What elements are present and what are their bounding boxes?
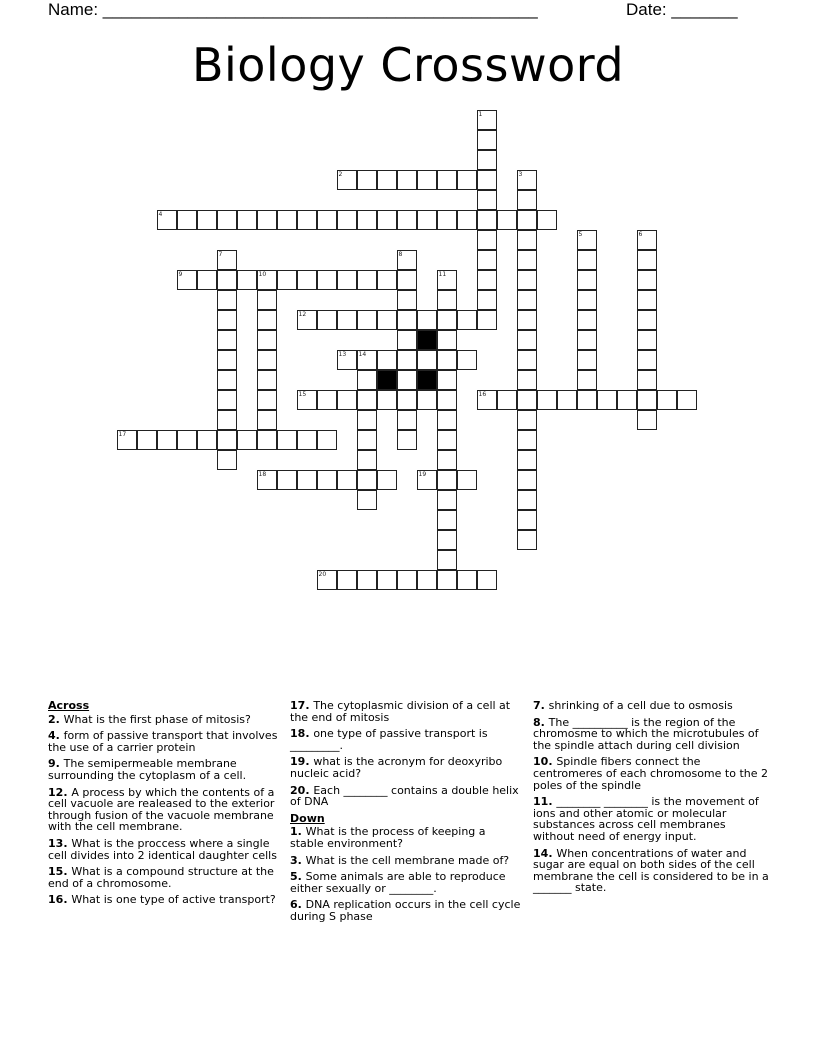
clue-down-7: 7. shrinking of a cell due to osmosis bbox=[533, 699, 733, 712]
crossword-cell[interactable] bbox=[217, 430, 237, 450]
crossword-cell[interactable] bbox=[337, 470, 357, 490]
crossword-cell[interactable] bbox=[477, 150, 497, 170]
black-square bbox=[417, 370, 437, 390]
clue-number: 1 bbox=[478, 110, 483, 118]
crossword-cell[interactable] bbox=[337, 210, 357, 230]
crossword-cell[interactable] bbox=[437, 290, 457, 310]
crossword-cell[interactable] bbox=[517, 210, 537, 230]
crossword-cell[interactable] bbox=[637, 390, 657, 410]
crossword-cell[interactable] bbox=[297, 210, 317, 230]
crossword-cell[interactable] bbox=[397, 290, 417, 310]
crossword-cell[interactable] bbox=[257, 270, 277, 290]
crossword-cell[interactable] bbox=[217, 350, 237, 370]
crossword-cell[interactable] bbox=[357, 370, 377, 390]
crossword-cell[interactable] bbox=[417, 170, 437, 190]
crossword-cell[interactable] bbox=[317, 310, 337, 330]
clue-number: 12 bbox=[298, 310, 307, 318]
clue-number: 16 bbox=[478, 390, 487, 398]
crossword-cell[interactable] bbox=[217, 410, 237, 430]
clue-down-10: 10. Spindle fibers connect the centromeres of each chromosome to the 2 poles of the spindle bbox=[533, 755, 768, 792]
crossword-cell[interactable] bbox=[217, 210, 237, 230]
crossword-cell[interactable] bbox=[417, 390, 437, 410]
crossword-cell[interactable] bbox=[437, 570, 457, 590]
crossword-cell[interactable] bbox=[357, 210, 377, 230]
crossword-cell[interactable] bbox=[577, 230, 597, 250]
clue-number: 6 bbox=[638, 230, 643, 238]
crossword-cell[interactable] bbox=[517, 370, 537, 390]
clue-across-13: 13. What is the proccess where a single cell divides into 2 identical daughter cells bbox=[48, 836, 277, 862]
crossword-cell[interactable] bbox=[437, 270, 457, 290]
crossword-cell[interactable] bbox=[577, 290, 597, 310]
crossword-cell[interactable] bbox=[117, 430, 137, 450]
crossword-cell[interactable] bbox=[477, 290, 497, 310]
crossword-cell[interactable] bbox=[257, 470, 277, 490]
clue-number: 13 bbox=[338, 350, 347, 358]
crossword-cell[interactable] bbox=[517, 190, 537, 210]
crossword-cell[interactable] bbox=[217, 250, 237, 270]
crossword-cell[interactable] bbox=[357, 270, 377, 290]
crossword-cell[interactable] bbox=[437, 550, 457, 570]
crossword-cell[interactable] bbox=[317, 430, 337, 450]
crossword-cell[interactable] bbox=[377, 350, 397, 370]
crossword-cell[interactable] bbox=[437, 330, 457, 350]
crossword-cell[interactable] bbox=[517, 250, 537, 270]
crossword-cell[interactable] bbox=[257, 330, 277, 350]
crossword-cell[interactable] bbox=[517, 510, 537, 530]
crossword-cell[interactable] bbox=[577, 370, 597, 390]
crossword-cell[interactable] bbox=[397, 350, 417, 370]
crossword-cell[interactable] bbox=[417, 210, 437, 230]
crossword-cell[interactable] bbox=[477, 170, 497, 190]
crossword-cell[interactable] bbox=[477, 310, 497, 330]
black-square bbox=[417, 330, 437, 350]
crossword-cell[interactable] bbox=[397, 210, 417, 230]
crossword-cell[interactable] bbox=[277, 430, 297, 450]
clue-down-14: 14. When concentrations of water and sugar are equal on both sides of the cell membrane the cell is considered to be in a _______ state. bbox=[533, 846, 769, 895]
crossword-cell[interactable] bbox=[497, 390, 517, 410]
crossword-cell[interactable] bbox=[637, 410, 657, 430]
clue-number: 15 bbox=[298, 390, 307, 398]
clue-across-15: 15. What is a compound structure at the end of a chromosome. bbox=[48, 865, 274, 890]
crossword-cell[interactable] bbox=[397, 170, 417, 190]
crossword-cell[interactable] bbox=[457, 350, 477, 370]
crossword-cell[interactable] bbox=[517, 390, 537, 410]
crossword-cell[interactable] bbox=[517, 350, 537, 370]
crossword-cell[interactable] bbox=[277, 270, 297, 290]
crossword-cell[interactable] bbox=[357, 170, 377, 190]
crossword-cell[interactable] bbox=[437, 470, 457, 490]
crossword-cell[interactable] bbox=[397, 570, 417, 590]
crossword-cell[interactable] bbox=[317, 390, 337, 410]
crossword-cell[interactable] bbox=[217, 290, 237, 310]
crossword-cell[interactable] bbox=[357, 470, 377, 490]
crossword-cell[interactable] bbox=[577, 250, 597, 270]
crossword-cell[interactable] bbox=[437, 530, 457, 550]
crossword-cell[interactable] bbox=[437, 430, 457, 450]
clue-across-2: 2. What is the first phase of mitosis? bbox=[48, 712, 251, 726]
crossword-cell[interactable] bbox=[357, 390, 377, 410]
crossword-cell[interactable] bbox=[417, 350, 437, 370]
crossword-cell[interactable] bbox=[357, 450, 377, 470]
crossword-cell[interactable] bbox=[397, 370, 417, 390]
crossword-cell[interactable] bbox=[297, 390, 317, 410]
crossword-cell[interactable] bbox=[357, 350, 377, 370]
crossword-cell[interactable] bbox=[237, 270, 257, 290]
crossword-cell[interactable] bbox=[357, 430, 377, 450]
crossword-cell[interactable] bbox=[397, 390, 417, 410]
crossword-cell[interactable] bbox=[297, 270, 317, 290]
crossword-cell[interactable] bbox=[257, 370, 277, 390]
crossword-cell[interactable] bbox=[357, 410, 377, 430]
crossword-cell[interactable] bbox=[517, 310, 537, 330]
crossword-cell[interactable] bbox=[557, 390, 577, 410]
clue-down-1: 1. What is the process of keeping a stable environment? bbox=[290, 825, 486, 850]
crossword-cell[interactable] bbox=[257, 350, 277, 370]
crossword-cell[interactable] bbox=[437, 210, 457, 230]
crossword-cell[interactable] bbox=[577, 390, 597, 410]
crossword-cell[interactable] bbox=[457, 310, 477, 330]
across-heading: Across bbox=[48, 699, 90, 712]
clue-number: 4 bbox=[158, 210, 163, 218]
clue-number: 8 bbox=[398, 250, 403, 258]
crossword-cell[interactable] bbox=[457, 470, 477, 490]
crossword-cell[interactable] bbox=[457, 210, 477, 230]
crossword-cell[interactable] bbox=[397, 330, 417, 350]
crossword-cell[interactable] bbox=[517, 410, 537, 430]
crossword-cell[interactable] bbox=[477, 390, 497, 410]
crossword-cell[interactable] bbox=[257, 430, 277, 450]
crossword-cell[interactable] bbox=[637, 230, 657, 250]
crossword-cell[interactable] bbox=[397, 310, 417, 330]
crossword-cell[interactable] bbox=[297, 430, 317, 450]
crossword-cell[interactable] bbox=[357, 310, 377, 330]
crossword-cell[interactable] bbox=[337, 310, 357, 330]
clue-number: 7 bbox=[218, 250, 223, 258]
crossword-cell[interactable] bbox=[437, 450, 457, 470]
crossword-cell[interactable] bbox=[217, 310, 237, 330]
clue-number: 17 bbox=[118, 430, 127, 438]
clues-column-1 bbox=[48, 700, 280, 911]
date-field-label: Date: _______ bbox=[626, 0, 738, 19]
clue-number: 18 bbox=[258, 470, 267, 478]
crossword-cell[interactable] bbox=[437, 410, 457, 430]
clue-across-20: 20. Each ________ contains a double helix of DNA bbox=[290, 783, 519, 809]
crossword-cell[interactable] bbox=[457, 170, 477, 190]
crossword-cell[interactable] bbox=[637, 350, 657, 370]
name-field-label: Name: ______________________________________________ bbox=[48, 0, 538, 19]
crossword-cell[interactable] bbox=[277, 470, 297, 490]
crossword-cell[interactable] bbox=[237, 430, 257, 450]
crossword-cell[interactable] bbox=[217, 390, 237, 410]
crossword-cell[interactable] bbox=[437, 490, 457, 510]
crossword-cell[interactable] bbox=[517, 450, 537, 470]
crossword-cell[interactable] bbox=[517, 470, 537, 490]
clue-down-8: 8. The __________ is the region of the chromosme to which the microtubules of the spindle attach during cell division bbox=[533, 715, 759, 752]
crossword-cell[interactable] bbox=[457, 570, 477, 590]
crossword-cell[interactable] bbox=[217, 330, 237, 350]
crossword-cell[interactable] bbox=[177, 430, 197, 450]
crossword-cell[interactable] bbox=[217, 270, 237, 290]
crossword-cell[interactable] bbox=[317, 210, 337, 230]
crossword-cell[interactable] bbox=[277, 210, 297, 230]
crossword-cell[interactable] bbox=[377, 270, 397, 290]
crossword-cell[interactable] bbox=[397, 430, 417, 450]
crossword-cell[interactable] bbox=[517, 290, 537, 310]
crossword-cell[interactable] bbox=[237, 210, 257, 230]
crossword-cell[interactable] bbox=[577, 350, 597, 370]
crossword-cell[interactable] bbox=[537, 210, 557, 230]
crossword-cell[interactable] bbox=[577, 310, 597, 330]
clue-across-9: 9. The semipermeable membrane surrounding the cytoplasm of a cell. bbox=[48, 757, 247, 782]
crossword-cell[interactable] bbox=[257, 310, 277, 330]
clue-across-4: 4. form of passive transport that involves the use of a carrier protein bbox=[48, 729, 278, 754]
crossword-cell[interactable] bbox=[257, 290, 277, 310]
clue-across-16: 16. What is one type of active transport? bbox=[48, 893, 276, 907]
clue-number: 14 bbox=[358, 350, 367, 358]
crossword-cell[interactable] bbox=[437, 510, 457, 530]
crossword-cell[interactable] bbox=[417, 310, 437, 330]
crossword-cell[interactable] bbox=[637, 370, 657, 390]
crossword-cell[interactable] bbox=[177, 210, 197, 230]
crossword-cell[interactable] bbox=[577, 270, 597, 290]
crossword-cell[interactable] bbox=[477, 130, 497, 150]
crossword-cell[interactable] bbox=[477, 270, 497, 290]
crossword-cell[interactable] bbox=[477, 210, 497, 230]
crossword-grid bbox=[117, 110, 717, 610]
clue-number: 19 bbox=[418, 470, 427, 478]
crossword-cell[interactable] bbox=[417, 570, 437, 590]
clue-number: 5 bbox=[578, 230, 583, 238]
crossword-cell[interactable] bbox=[397, 250, 417, 270]
crossword-cell[interactable] bbox=[257, 410, 277, 430]
crossword-cell[interactable] bbox=[297, 310, 317, 330]
crossword-cell[interactable] bbox=[517, 530, 537, 550]
crossword-cell[interactable] bbox=[517, 490, 537, 510]
crossword-cell[interactable] bbox=[377, 210, 397, 230]
clue-number: 9 bbox=[178, 270, 183, 278]
crossword-cell[interactable] bbox=[137, 430, 157, 450]
crossword-cell[interactable] bbox=[377, 570, 397, 590]
crossword-cell[interactable] bbox=[477, 570, 497, 590]
crossword-cell[interactable] bbox=[577, 330, 597, 350]
crossword-cell[interactable] bbox=[317, 270, 337, 290]
crossword-cell[interactable] bbox=[517, 170, 537, 190]
clue-down-3: 3. What is the cell membrane made of? bbox=[290, 853, 510, 867]
crossword-cell[interactable] bbox=[317, 570, 337, 590]
crossword-cell[interactable] bbox=[517, 270, 537, 290]
crossword-cell[interactable] bbox=[217, 370, 237, 390]
crossword-cell[interactable] bbox=[677, 390, 697, 410]
crossword-cell[interactable] bbox=[437, 310, 457, 330]
crossword-cell[interactable] bbox=[417, 470, 437, 490]
crossword-cell[interactable] bbox=[157, 430, 177, 450]
crossword-cell[interactable] bbox=[477, 250, 497, 270]
crossword-cell[interactable] bbox=[497, 210, 517, 230]
crossword-cell[interactable] bbox=[477, 190, 497, 210]
page-title: Biology Crossword bbox=[191, 38, 625, 92]
clues-column-2 bbox=[290, 700, 522, 928]
crossword-cell[interactable] bbox=[517, 230, 537, 250]
crossword-cell[interactable] bbox=[397, 270, 417, 290]
crossword-cell[interactable] bbox=[337, 170, 357, 190]
clue-across-12: 12. A process by which the contents of a cell vacuole are realeased to the exterior through fusion of the vacuole membrane with the cell membrane. bbox=[48, 785, 275, 834]
crossword-cell[interactable] bbox=[437, 390, 457, 410]
clue-down-6: 6. DNA replication occurs in the cell cycle during S phase bbox=[290, 898, 521, 923]
clue-down-5: 5. Some animals are able to reproduce either sexually or ________. bbox=[290, 870, 506, 895]
crossword-cell[interactable] bbox=[257, 210, 277, 230]
crossword-cell[interactable] bbox=[297, 470, 317, 490]
crossword-cell[interactable] bbox=[197, 210, 217, 230]
clue-across-18: 18. one type of passive transport is _________. bbox=[290, 727, 488, 752]
clue-across-19: 19. what is the acronym for deoxyribo nucleic acid? bbox=[290, 755, 503, 780]
clue-down-11: 11. ________ ________ is the movement of ions and other atomic or molecular substances across cell membranes without need of energy input. bbox=[533, 795, 759, 843]
crossword-cell[interactable] bbox=[337, 390, 357, 410]
clue-number: 2 bbox=[338, 170, 343, 178]
crossword-cell[interactable] bbox=[617, 390, 637, 410]
crossword-cell[interactable] bbox=[657, 390, 677, 410]
clues-column-3 bbox=[533, 700, 769, 899]
crossword-cell[interactable] bbox=[637, 330, 657, 350]
crossword-cell[interactable] bbox=[477, 230, 497, 250]
crossword-cell[interactable] bbox=[597, 390, 617, 410]
crossword-cell[interactable] bbox=[517, 430, 537, 450]
crossword-cell[interactable] bbox=[357, 490, 377, 510]
crossword-cell[interactable] bbox=[357, 570, 377, 590]
crossword-cell[interactable] bbox=[377, 310, 397, 330]
crossword-cell[interactable] bbox=[337, 570, 357, 590]
down-heading: Down bbox=[290, 811, 325, 825]
crossword-cell[interactable] bbox=[377, 170, 397, 190]
crossword-cell[interactable] bbox=[437, 170, 457, 190]
crossword-cell[interactable] bbox=[217, 450, 237, 470]
crossword-cell[interactable] bbox=[637, 310, 657, 330]
crossword-cell[interactable] bbox=[637, 270, 657, 290]
crossword-cell[interactable] bbox=[437, 370, 457, 390]
crossword-cell[interactable] bbox=[257, 390, 277, 410]
clue-number: 20 bbox=[318, 570, 327, 578]
crossword-cell[interactable] bbox=[397, 410, 417, 430]
clue-number: 3 bbox=[518, 170, 523, 178]
crossword-cell[interactable] bbox=[157, 210, 177, 230]
crossword-cell[interactable] bbox=[637, 290, 657, 310]
crossword-cell[interactable] bbox=[377, 390, 397, 410]
clue-across-17: 17. The cytoplasmic division of a cell at the end of mitosis bbox=[290, 699, 511, 724]
crossword-cell[interactable] bbox=[337, 350, 357, 370]
black-square bbox=[377, 370, 397, 390]
crossword-cell[interactable] bbox=[197, 270, 217, 290]
crossword-cell[interactable] bbox=[337, 270, 357, 290]
crossword-cell[interactable] bbox=[477, 110, 497, 130]
crossword-cell[interactable] bbox=[517, 330, 537, 350]
crossword-cell[interactable] bbox=[437, 350, 457, 370]
clue-number: 11 bbox=[438, 270, 447, 278]
crossword-cell[interactable] bbox=[317, 470, 337, 490]
crossword-cell[interactable] bbox=[197, 430, 217, 450]
clue-number: 10 bbox=[258, 270, 267, 278]
crossword-cell[interactable] bbox=[637, 250, 657, 270]
crossword-cell[interactable] bbox=[377, 470, 397, 490]
crossword-cell[interactable] bbox=[177, 270, 197, 290]
crossword-cell[interactable] bbox=[537, 390, 557, 410]
